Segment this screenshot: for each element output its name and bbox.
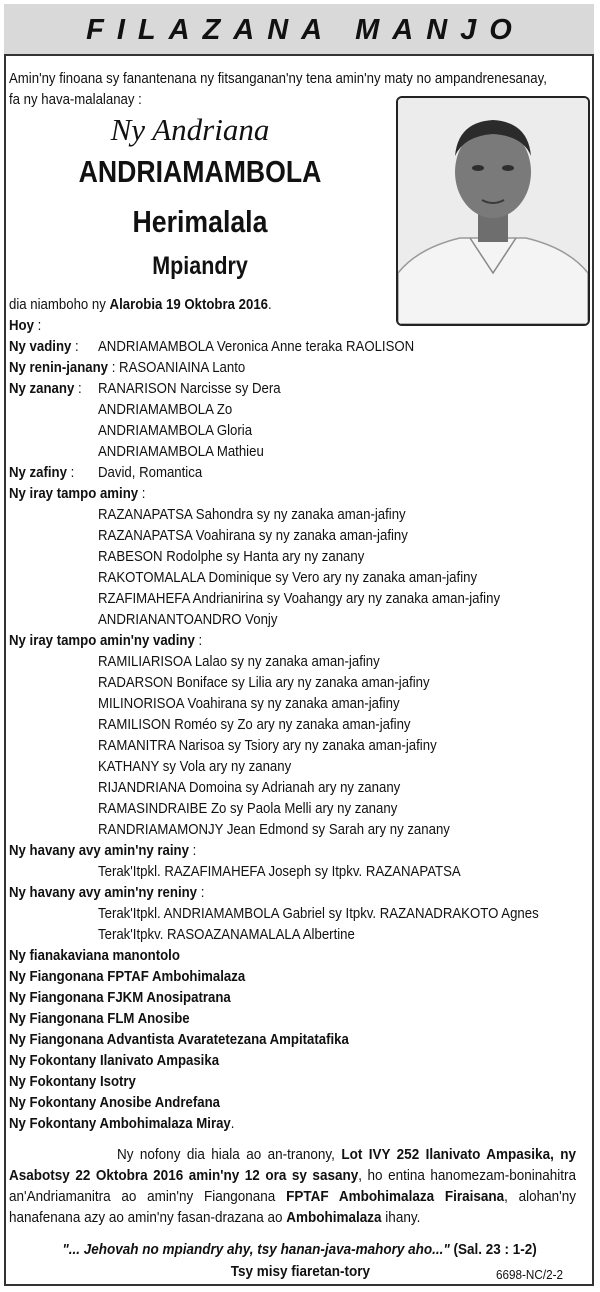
death-prefix: dia niamboho ny [9, 296, 110, 313]
spouse-relatives-sep: : [194, 632, 203, 649]
funeral-text-3: , alohan'ny hanafenana azy ao amin'ny fasan-drazana ao [9, 1188, 577, 1226]
list-item: RAMILIARISOA Lalao sy ny zanaka aman-jafiny [98, 653, 380, 670]
funeral-church: FPTAF Ambohimalaza Firaisana [286, 1188, 505, 1205]
funeral-text-2: , ho entina hanomezam-boninahitra an'Andriamanitra ao amin'ny Fiangonana [9, 1167, 576, 1205]
notice-reference: 6698-NC/2-2 [496, 1267, 563, 1282]
funeral-location-time: Lot IVY 252 Ilanivato Ampasika, ny Asabotsy 22 Oktobra 2016 amin'ny 12 ora sy sasany [9, 1146, 576, 1184]
portrait-figure-icon [398, 98, 588, 324]
funeral-paragraph [9, 1144, 576, 1228]
grandchildren-names: David, Romantica [98, 464, 203, 481]
hoy-line [9, 315, 41, 336]
mother-line [9, 357, 245, 378]
own-relatives-label-line [9, 483, 145, 504]
death-date: Alarobia 19 Oktobra 2016 [109, 296, 269, 313]
list-item: RAMANITRA Narisoa sy Tsiory ary ny zanaka aman-jafiny [98, 737, 437, 754]
list-item: RANDRIAMAMONJY Jean Edmond sy Sarah ary ny zanany [98, 821, 450, 838]
list-item: ANDRIAMAMBOLA Gloria [98, 422, 253, 439]
list-item: RABESON Rodolphe sy Hanta ary ny zanany [98, 548, 365, 565]
funeral-text-4: ihany. [381, 1209, 421, 1226]
funeral-text-1: Ny nofony dia hiala ao an-tranony, [117, 1146, 342, 1163]
bible-citation: (Sal. 23 : 1-2) [450, 1241, 538, 1258]
closing-note: Tsy misy fiaretan-tory [230, 1263, 370, 1280]
spouse-label: Ny vadiny [9, 338, 72, 355]
father-side-label: Ny havany avy amin'ny rainy [9, 842, 189, 859]
list-item: Terak'Itpkl. RAZAFIMAHEFA Joseph sy Itpkv. RAZANAPATSA [98, 863, 461, 880]
deceased-alias: Mpiandry [152, 252, 248, 280]
institutions-end: . [230, 1115, 235, 1132]
institution-item: Ny Fokontany Isotry [9, 1073, 136, 1090]
intro-line-2: fa ny hava-malalanay : [9, 91, 142, 108]
bible-quote: "... Jehovah no mpiandry ahy, tsy hanan-java-mahory aho..." [62, 1241, 451, 1258]
mother-sep: : [108, 359, 120, 376]
spouse-relatives-label: Ny iray tampo amin'ny vadiny [9, 632, 195, 649]
closing-quote-line [0, 1240, 600, 1260]
institution-last-line [9, 1113, 234, 1134]
portrait-photo [396, 96, 590, 326]
institution-item: Ny Fiangonana Advantista Avaratetezana Ampitatafika [9, 1031, 349, 1048]
institution-item: Ny Fiangonana FLM Anosibe [9, 1010, 190, 1027]
grandchildren-sep: : [66, 464, 75, 481]
mother-name: RASOANIAINA Lanto [119, 359, 246, 376]
own-relatives-sep: : [138, 485, 146, 502]
institution-item: Ny Fokontany Anosibe Andrefana [9, 1094, 220, 1111]
list-item: RANARISON Narcisse sy Dera [98, 380, 281, 397]
list-item: Terak'Itpkv. RASOAZANAMALALA Albertine [98, 926, 355, 943]
children-label-line [9, 378, 82, 399]
list-item: RZAFIMAHEFA Andrianirina sy Voahangy ary ny zanaka aman-jafiny [98, 590, 501, 607]
institution-item: Ny Fiangonana FPTAF Ambohimalaza [9, 968, 246, 985]
notice-title: FILAZANA MANJO [4, 4, 594, 56]
list-item: Terak'Itpkl. ANDRIAMAMBOLA Gabriel sy Itpkv. RAZANADRAKOTO Agnes [98, 905, 539, 922]
father-side-sep: : [188, 842, 197, 859]
funeral-burial-place: Ambohimalaza [286, 1209, 382, 1226]
list-item: RAMILISON Roméo sy Zo ary ny zanaka aman-jafiny [98, 716, 411, 733]
institution-item: Ny Fokontany Ambohimalaza Miray [9, 1115, 231, 1132]
spouse-sep: : [71, 338, 79, 355]
list-item: RAMASINDRAIBE Zo sy Paola Melli ary ny zanany [98, 800, 398, 817]
deceased-given-name: Herimalala [132, 204, 268, 239]
list-item: ANDRIAMAMBOLA Mathieu [98, 443, 264, 460]
institution-item: Ny Fokontany Ilanivato Ampasika [9, 1052, 220, 1069]
deceased-surname: ANDRIAMAMBOLA [78, 154, 322, 189]
own-relatives-label: Ny iray tampo aminy [9, 485, 139, 502]
institution-item: Ny fianakaviana manontolo [9, 947, 180, 964]
spouse-relatives-label-line [9, 630, 202, 651]
list-item: RAZANAPATSA Voahirana sy ny zanaka aman-jafiny [98, 527, 408, 544]
children-sep: : [74, 380, 82, 397]
list-item: RADARSON Boniface sy Lilia ary ny zanaka aman-jafiny [98, 674, 430, 691]
mother-label: Ny renin-janany [9, 359, 109, 376]
list-item: ANDRIANANTOANDRO Vonjy [98, 611, 278, 628]
list-item: MILINORISOA Voahirana sy ny zanaka aman-jafiny [98, 695, 400, 712]
spouse-name: ANDRIAMAMBOLA Veronica Anne teraka RAOLISON [98, 338, 415, 355]
list-item: KATHANY sy Vola ary ny zanany [98, 758, 292, 775]
grandchildren-label: Ny zafiny [9, 464, 67, 481]
list-item: RAZANAPATSA Sahondra sy ny zanaka aman-jafiny [98, 506, 406, 523]
spouse-line [9, 336, 79, 357]
institution-item: Ny Fiangonana FJKM Anosipatrana [9, 989, 231, 1006]
list-item: RAKOTOMALALA Dominique sy Vero ary ny zanaka aman-jafiny [98, 569, 478, 586]
grandchildren-label-line [9, 462, 74, 483]
hoy-suffix: : [33, 317, 42, 334]
list-item: ANDRIAMAMBOLA Zo [98, 401, 233, 418]
death-suffix: . [268, 296, 272, 313]
hoy-label: Hoy [9, 317, 34, 334]
mother-side-sep: : [197, 884, 205, 901]
list-item: RIJANDRIANA Domoina sy Adrianah ary ny zanany [98, 779, 401, 796]
mother-side-label: Ny havany avy amin'ny reniny [9, 884, 198, 901]
death-line [9, 294, 272, 315]
children-label: Ny zanany [9, 380, 75, 397]
deceased-honorific: Ny Andriana [110, 112, 270, 147]
intro-line-1: Amin'ny finoana sy fanantenana ny fitsanganan'ny tena amin'ny maty no ampandrenesanay, [9, 70, 547, 87]
mother-side-label-line [9, 882, 204, 903]
father-side-label-line [9, 840, 196, 861]
